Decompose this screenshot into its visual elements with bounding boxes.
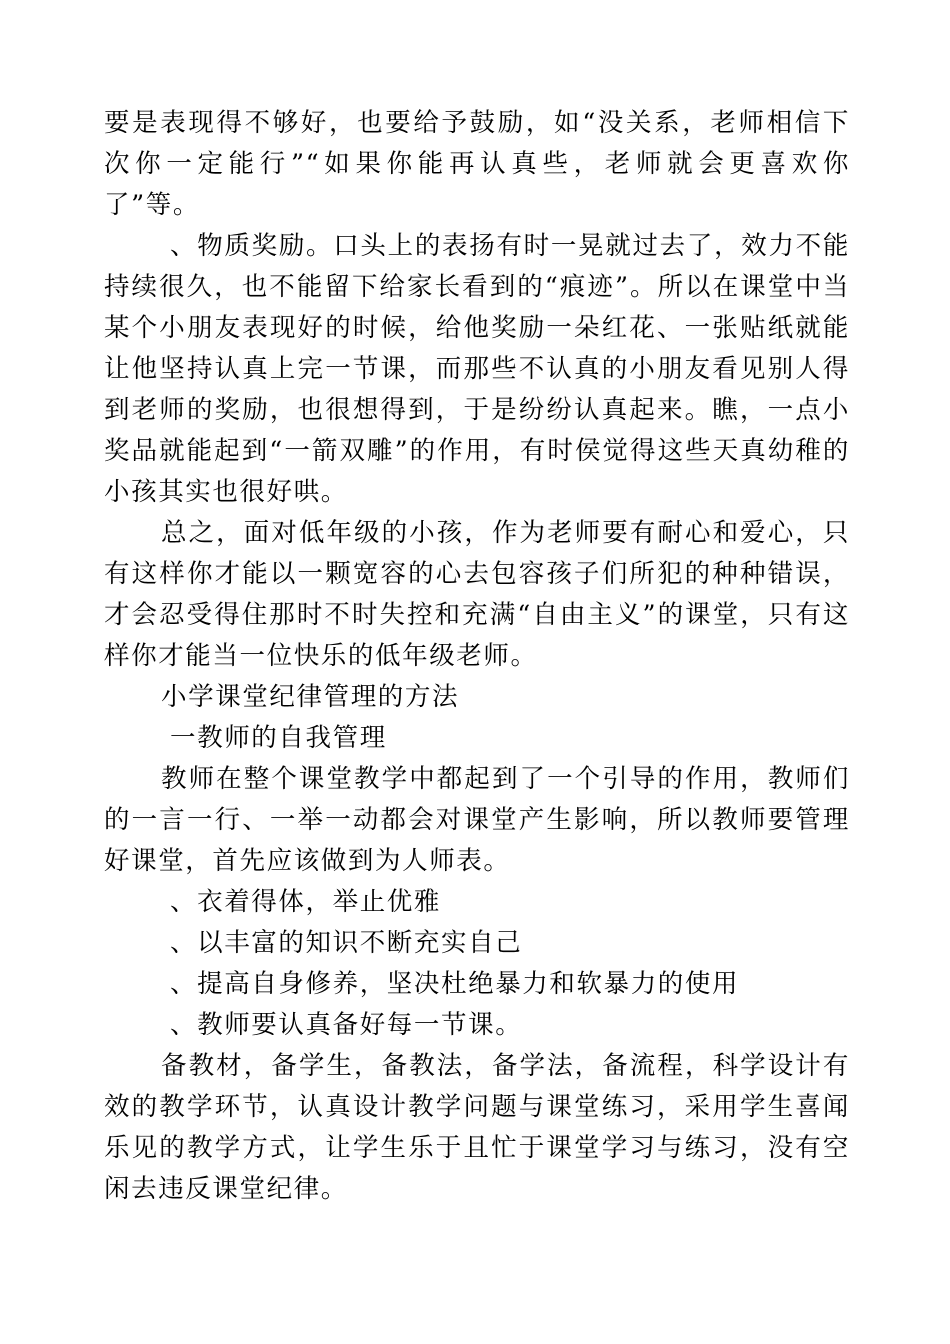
list-item: 、提高自身修养，坚决杜绝暴力和软暴力的使用 [170, 969, 740, 999]
document-body [104, 103, 850, 1210]
paragraph-conclusion: 总之，面对低年级的小孩，作为老师要有耐心和爱心，只有这样你才能以一颗宽容的心去包容孩子们所犯的种种错误，才会忍受得住那时不时失控和充满“自由主义”的课堂，只有这样你才能当一位快乐的低年级老师。 [104, 518, 850, 671]
paragraph-encouragement: 要是表现得不够好，也要给予鼓励，如“没关系，老师相信下次你一定能行”“如果你能再认真些，老师就会更喜欢你了”等。 [104, 108, 850, 220]
paragraph-lesson-prep: 备教材，备学生，备教法，备学法，备流程，科学设计有效的教学环节，认真设计教学问题与课堂练习，采用学生喜闻乐见的教学方式，让学生乐于且忙于课堂学习与练习，没有空闲去违反课堂纪律。 [104, 1051, 850, 1204]
list-item: 、教师要认真备好每一节课。 [170, 1010, 523, 1040]
subsection-heading: 一教师的自我管理 [170, 723, 387, 753]
paragraph-teacher-role: 教师在整个课堂教学中都起到了一个引导的作用，教师们的一言一行、一举一动都会对课堂产生影响，所以教师要管理好课堂，首先应该做到为人师表。 [104, 764, 850, 876]
section-heading: 小学课堂纪律管理的方法 [161, 682, 460, 712]
paragraph-material-reward: 、物质奖励。口头上的表扬有时一晃就过去了，效力不能持续很久，也不能留下给家长看到的“痕迹”。所以在课堂中当某个小朋友表现好的时候，给他奖励一朵红花、一张贴纸就能让他坚持认真上完一节课，而那些不认真的小朋友看见别人得到老师的奖励，也很想得到，于是纷纷认真起来。瞧，一点小奖品就能起到“一箭双雕”的作用，有时侯觉得这些天真幼稚的小孩其实也很好哄。 [104, 231, 850, 507]
list-item: 、衣着得体，举止优雅 [170, 887, 442, 917]
list-item: 、以丰富的知识不断充实自己 [170, 928, 523, 958]
